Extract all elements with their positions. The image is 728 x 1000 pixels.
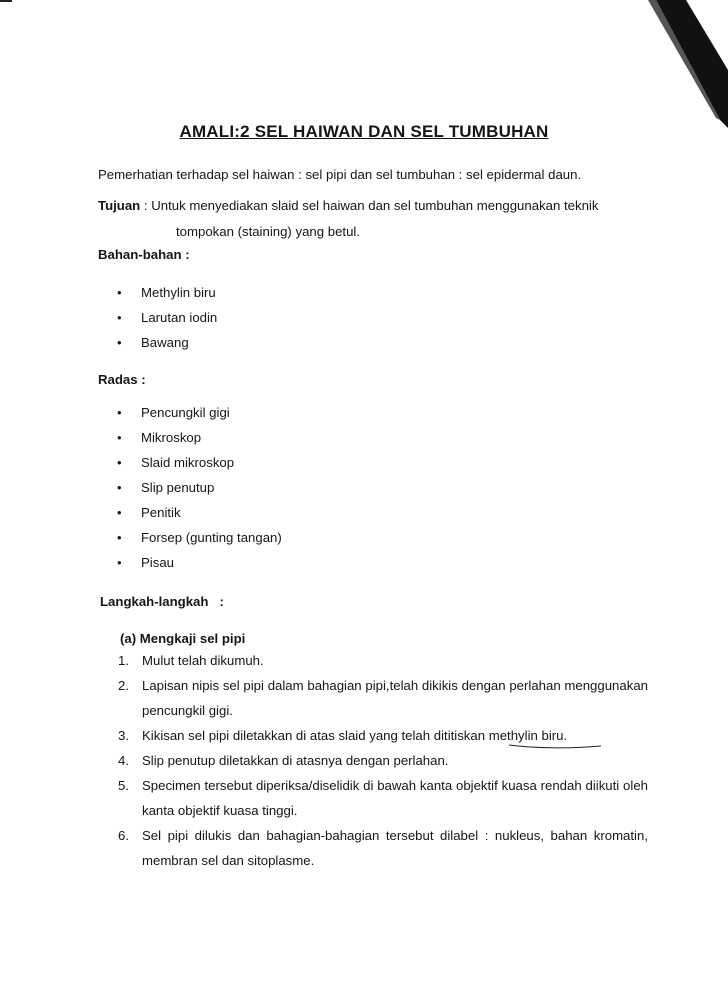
bahan-heading: Bahan-bahan : [98, 247, 190, 262]
bahan-list [117, 284, 217, 359]
bullet-icon: • [117, 430, 122, 445]
langkah-subheading: (a) Mengkaji sel pipi [120, 631, 246, 646]
bullet-icon: • [117, 310, 122, 325]
page-title: AMALI:2 SEL HAIWAN DAN SEL TUMBUHAN [179, 122, 549, 141]
langkah-heading: Langkah-langkah : [100, 594, 224, 609]
scan-edge-shadow [648, 0, 728, 140]
list-item: 5. Specimen tersebut diperiksa/diselidik di bawah kanta objektif kuasa rendah diikuti oleh kanta objektif kuasa tinggi. [118, 778, 648, 818]
tujuan-label: Tujuan [98, 198, 141, 213]
list-item: 6. Sel pipi dilukis dan bahagian-bahagian tersebut dilabel : nukleus, bahan kromatin, membran sel dan sitoplasme. [118, 828, 648, 868]
radas-list [117, 404, 282, 579]
bullet-icon: • [117, 555, 122, 570]
bullet-icon: • [117, 285, 122, 300]
tujuan-line [98, 197, 598, 215]
bullet-icon: • [117, 335, 122, 350]
bullet-icon: • [117, 480, 122, 495]
list-item: • Larutan iodin [117, 310, 218, 325]
bullet-icon: • [117, 405, 122, 420]
list-item: • Pencungkil gigi [117, 405, 230, 420]
scan-corner-mark [0, 0, 12, 6]
list-item: • Mikroskop [117, 430, 202, 445]
radas-heading: Radas : [98, 372, 146, 387]
list-item: • Bawang [117, 335, 189, 350]
list-item: 3. Kikisan sel pipi diletakkan di atas slaid yang telah dititiskan methylin biru. [118, 728, 568, 743]
bullet-icon: • [117, 505, 122, 520]
list-item: • Forsep (gunting tangan) [117, 530, 282, 545]
list-item: 4. Slip penutup diletakkan di atasnya dengan perlahan. [118, 753, 449, 768]
list-item: • Slaid mikroskop [117, 455, 235, 470]
intro-text: Pemerhatian terhadap sel haiwan : sel pipi dan sel tumbuhan : sel epidermal daun. [98, 167, 582, 182]
bullet-icon: • [117, 455, 122, 470]
steps-list [118, 648, 648, 873]
tujuan-text-1: : Untuk menyediakan slaid sel haiwan dan sel tumbuhan menggunakan teknik [143, 198, 599, 213]
bullet-icon: • [117, 530, 122, 545]
list-item: • Pisau [117, 555, 174, 570]
list-item: • Slip penutup [117, 480, 215, 495]
list-item: 1. Mulut telah dikumuh. [118, 653, 264, 668]
list-item: 2. Lapisan nipis sel pipi dalam bahagian pipi,telah dikikis dengan perlahan menggunakan pencungkil gigi. [118, 678, 648, 718]
list-item: • Penitik [117, 505, 181, 520]
list-item: • Methylin biru [117, 285, 216, 300]
tujuan-text-2: tompokan (staining) yang betul. [176, 224, 361, 239]
handwritten-underline [507, 742, 603, 750]
